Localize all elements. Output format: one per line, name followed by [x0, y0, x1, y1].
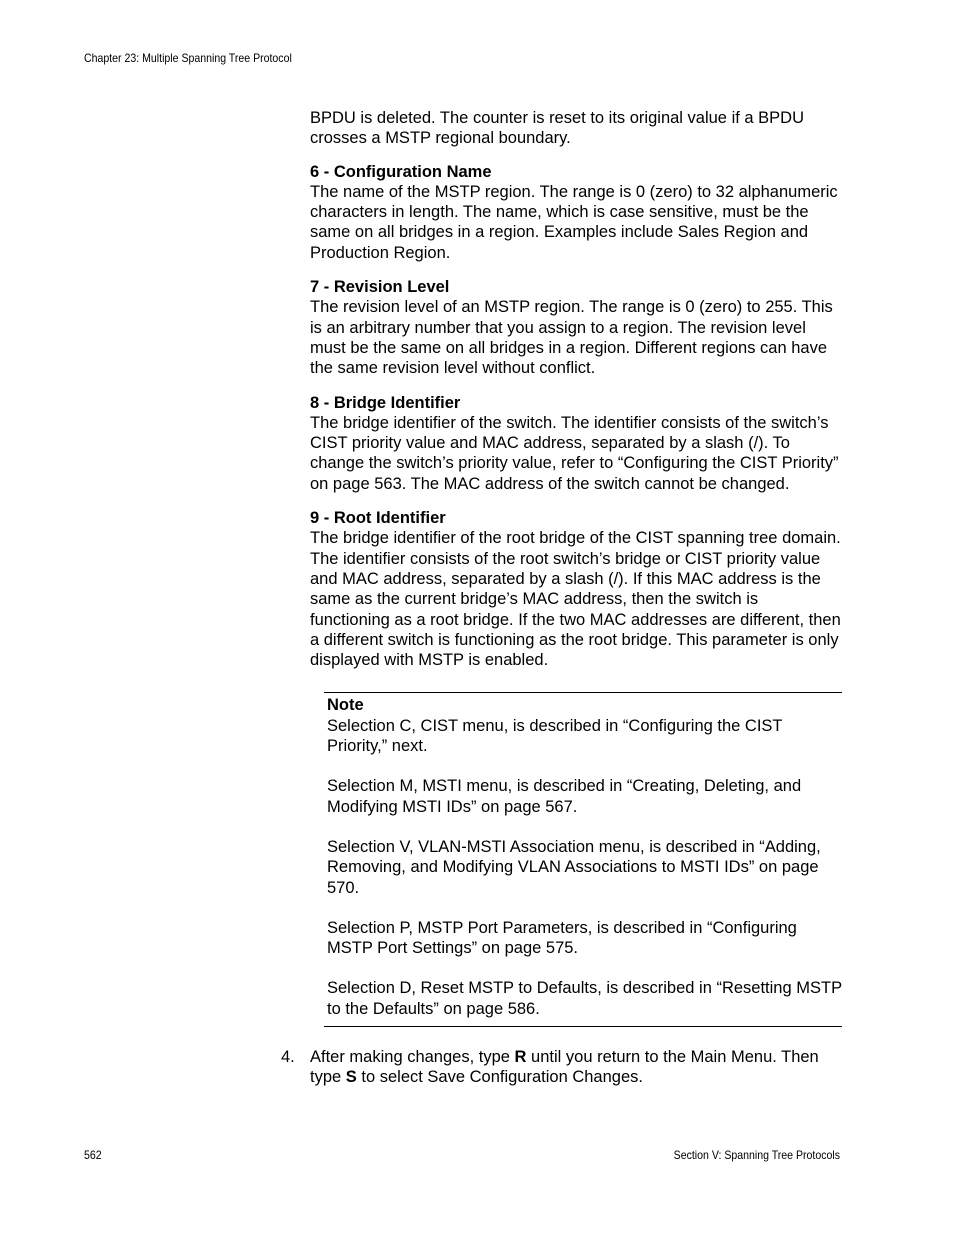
key-s: S: [345, 1068, 357, 1087]
section-heading: 6 - Configuration Name: [310, 162, 492, 181]
note-item: Selection M, MSTI menu, is described in “Creating, Deleting, and Modifying MSTI IDs” on page 567.: [327, 777, 802, 816]
running-footer: Section V: Spanning Tree Protocols: [673, 1148, 840, 1162]
section-body: The name of the MSTP region. The range is 0 (zero) to 32 alphanumeric characters in length. The name, which is case sensitive, must be the same on all bridges in a region. Examples include Sales Region and Production Region.: [310, 182, 838, 262]
section-body: The bridge identifier of the root bridge of the CIST spanning tree domain. The identifier consists of the root switch’s bridge or CIST priority value and MAC address, separated by a slash (/). If this MAC address is the same as the current bridge’s MAC address, then the switch is functioning as a root bridge. If the two MAC addresses are different, then a different switch is functioning as the root bridge. This parameter is only displayed with MSTP is enabled.: [310, 529, 841, 670]
step-item: [281, 1047, 842, 1088]
section-body: The bridge identifier of the switch. The identifier consists of the switch’s CIST priority value and MAC address, separated by a slash (/). To change the switch’s priority value, refer to “Configuring the CIST Priority” on page 563. The MAC address of the switch cannot be changed.: [310, 413, 839, 493]
step-text: [310, 1047, 842, 1088]
section-heading: 9 - Root Identifier: [310, 509, 446, 528]
note-item: Selection C, CIST menu, is described in “Configuring the CIST Priority,” next.: [327, 716, 783, 756]
section-root-identifier: [310, 508, 842, 670]
note-item: Selection P, MSTP Port Parameters, is described in “Configuring MSTP Port Settings” on page 575.: [327, 918, 797, 958]
running-header: Chapter 23: Multiple Spanning Tree Protocol: [84, 51, 292, 65]
intro-paragraph: BPDU is deleted. The counter is reset to its original value if a BPDU crosses a MSTP regional boundary.: [310, 109, 805, 148]
note-item: Selection V, VLAN-MSTI Association menu, is described in “Adding, Removing, and Modifying VLAN Associations to MSTI IDs” on page 570.: [327, 837, 821, 897]
page-content: [281, 108, 842, 1088]
section-bridge-identifier: [310, 393, 842, 494]
step-text-part: to select Save Configuration Changes.: [356, 1068, 643, 1087]
step-text-part: until you return to the Main Menu. Then type: [310, 1047, 819, 1087]
section-heading: 7 - Revision Level: [310, 278, 450, 297]
note-box: [324, 692, 842, 1027]
key-r: R: [514, 1047, 527, 1066]
page-number: 562: [84, 1148, 102, 1162]
section-heading: 8 - Bridge Identifier: [310, 393, 461, 412]
section-configuration-name: [310, 162, 842, 263]
step-number: 4.: [281, 1047, 295, 1066]
note-heading: Note: [327, 696, 364, 715]
step-text-part: After making changes, type: [310, 1047, 515, 1066]
section-body: The revision level of an MSTP region. The range is 0 (zero) to 255. This is an arbitrary number that you assign to a region. The revision level must be the same on all bridges in a region. Different regions can have the same revision level without conflict.: [310, 298, 833, 378]
note-item: Selection D, Reset MSTP to Defaults, is described in “Resetting MSTP to the Defaults” on page 586.: [327, 979, 842, 1018]
section-revision-level: [310, 277, 842, 378]
